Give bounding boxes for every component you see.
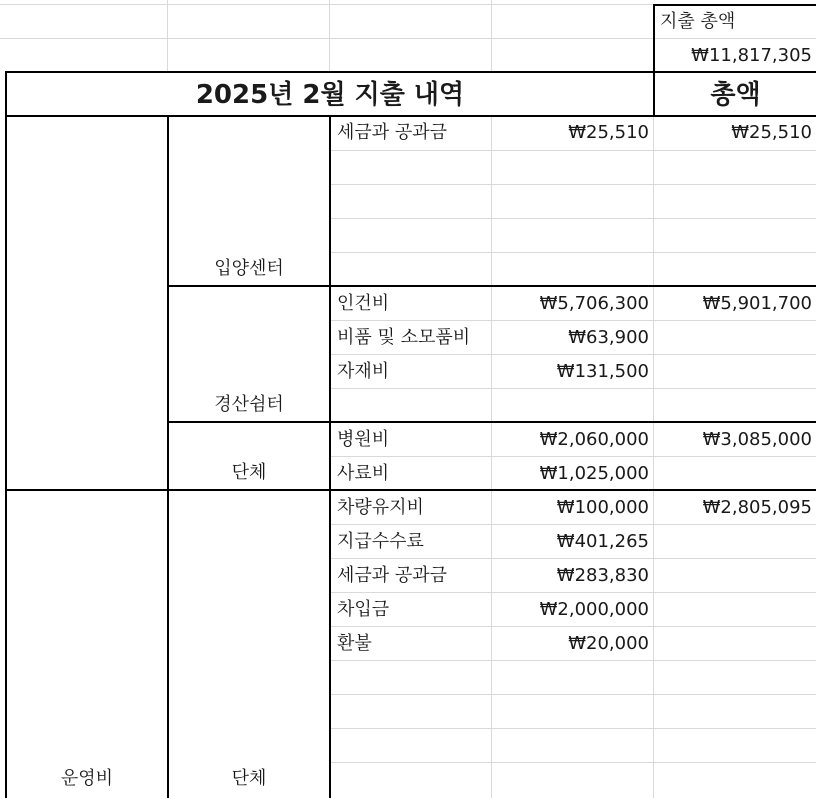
amount-cell[interactable] — [492, 184, 653, 218]
subtotal-cell[interactable] — [654, 559, 816, 593]
amount-cell[interactable]: ₩401,265 — [556, 531, 649, 552]
item-cell[interactable]: 인건비 — [337, 293, 390, 314]
amount-cell[interactable] — [492, 150, 653, 184]
amount-cell[interactable]: ₩2,000,000 — [539, 599, 649, 620]
subtotal-cell[interactable] — [654, 525, 816, 559]
amount-cell[interactable]: ₩20,000 — [568, 633, 649, 654]
subtotal-cell[interactable] — [654, 627, 816, 661]
subtotal-cell[interactable] — [654, 355, 816, 389]
subtotal-cell[interactable] — [654, 593, 816, 627]
item-cell[interactable]: 차량유지비 — [337, 497, 424, 518]
item-cell[interactable] — [331, 184, 491, 218]
item-cell[interactable]: 지급수수료 — [337, 531, 424, 552]
total-expense-label[interactable]: 지출 총액 — [660, 11, 736, 32]
amount-cell[interactable] — [492, 661, 653, 695]
item-cell[interactable]: 자재비 — [337, 361, 390, 382]
total-column-header[interactable]: 총액 — [710, 80, 761, 110]
group-label[interactable]: 경산쉼터 — [214, 394, 284, 415]
subtotal-cell[interactable] — [654, 729, 816, 763]
subtotal-cell[interactable]: ₩25,510 — [731, 122, 812, 143]
amount-cell[interactable]: ₩2,060,000 — [539, 429, 649, 450]
item-cell[interactable]: 세금과 공과금 — [337, 565, 448, 586]
item-cell[interactable] — [331, 763, 491, 798]
subtotal-cell[interactable] — [654, 695, 816, 729]
item-cell[interactable]: 환불 — [337, 633, 372, 654]
subtotal-cell[interactable] — [654, 661, 816, 695]
subtotal-cell[interactable] — [654, 150, 816, 184]
subtotal-cell[interactable] — [654, 321, 816, 355]
amount-cell[interactable]: ₩131,500 — [556, 361, 649, 382]
amount-cell[interactable]: ₩5,706,300 — [539, 293, 649, 314]
subtotal-cell[interactable] — [654, 457, 816, 490]
amount-cell[interactable]: ₩100,000 — [556, 497, 649, 518]
subtotal-cell[interactable] — [654, 389, 816, 422]
subtotal-cell[interactable]: ₩3,085,000 — [702, 429, 812, 450]
item-cell[interactable] — [331, 695, 491, 729]
amount-cell[interactable]: ₩63,900 — [568, 327, 649, 348]
subtotal-cell[interactable] — [654, 218, 816, 252]
item-cell[interactable] — [331, 150, 491, 184]
amount-cell[interactable] — [492, 218, 653, 252]
item-cell[interactable]: 병원비 — [337, 429, 390, 450]
amount-cell[interactable] — [492, 695, 653, 729]
group-label[interactable]: 단체 — [231, 768, 267, 789]
item-cell[interactable]: 차입금 — [337, 599, 390, 620]
total-expense-value[interactable]: ₩11,817,305 — [691, 45, 812, 66]
amount-cell[interactable] — [492, 389, 653, 422]
sheet-title[interactable]: 2025년 2월 지출 내역 — [195, 80, 465, 110]
subtotal-cell[interactable] — [654, 184, 816, 218]
amount-cell[interactable]: ₩1,025,000 — [539, 463, 649, 484]
amount-cell[interactable]: ₩25,510 — [568, 122, 649, 143]
item-cell[interactable] — [331, 661, 491, 695]
group-label[interactable]: 단체 — [231, 462, 267, 483]
item-cell[interactable] — [331, 218, 491, 252]
category-label[interactable]: 운영비 — [60, 768, 114, 789]
item-cell[interactable]: 사료비 — [337, 463, 390, 484]
subtotal-cell[interactable] — [654, 763, 816, 798]
item-cell[interactable] — [331, 729, 491, 763]
item-cell[interactable] — [331, 252, 491, 286]
subtotal-cell[interactable]: ₩2,805,095 — [702, 497, 812, 518]
subtotal-cell[interactable]: ₩5,901,700 — [702, 293, 812, 314]
item-cell[interactable]: 비품 및 소모품비 — [337, 327, 471, 348]
amount-cell[interactable] — [492, 763, 653, 798]
amount-cell[interactable] — [492, 729, 653, 763]
amount-cell[interactable]: ₩283,830 — [556, 565, 649, 586]
category-label[interactable] — [7, 456, 167, 490]
subtotal-cell[interactable] — [654, 252, 816, 286]
amount-cell[interactable] — [492, 252, 653, 286]
group-label[interactable]: 입양센터 — [214, 258, 284, 279]
item-cell[interactable]: 세금과 공과금 — [337, 122, 448, 143]
item-cell[interactable] — [331, 389, 491, 422]
